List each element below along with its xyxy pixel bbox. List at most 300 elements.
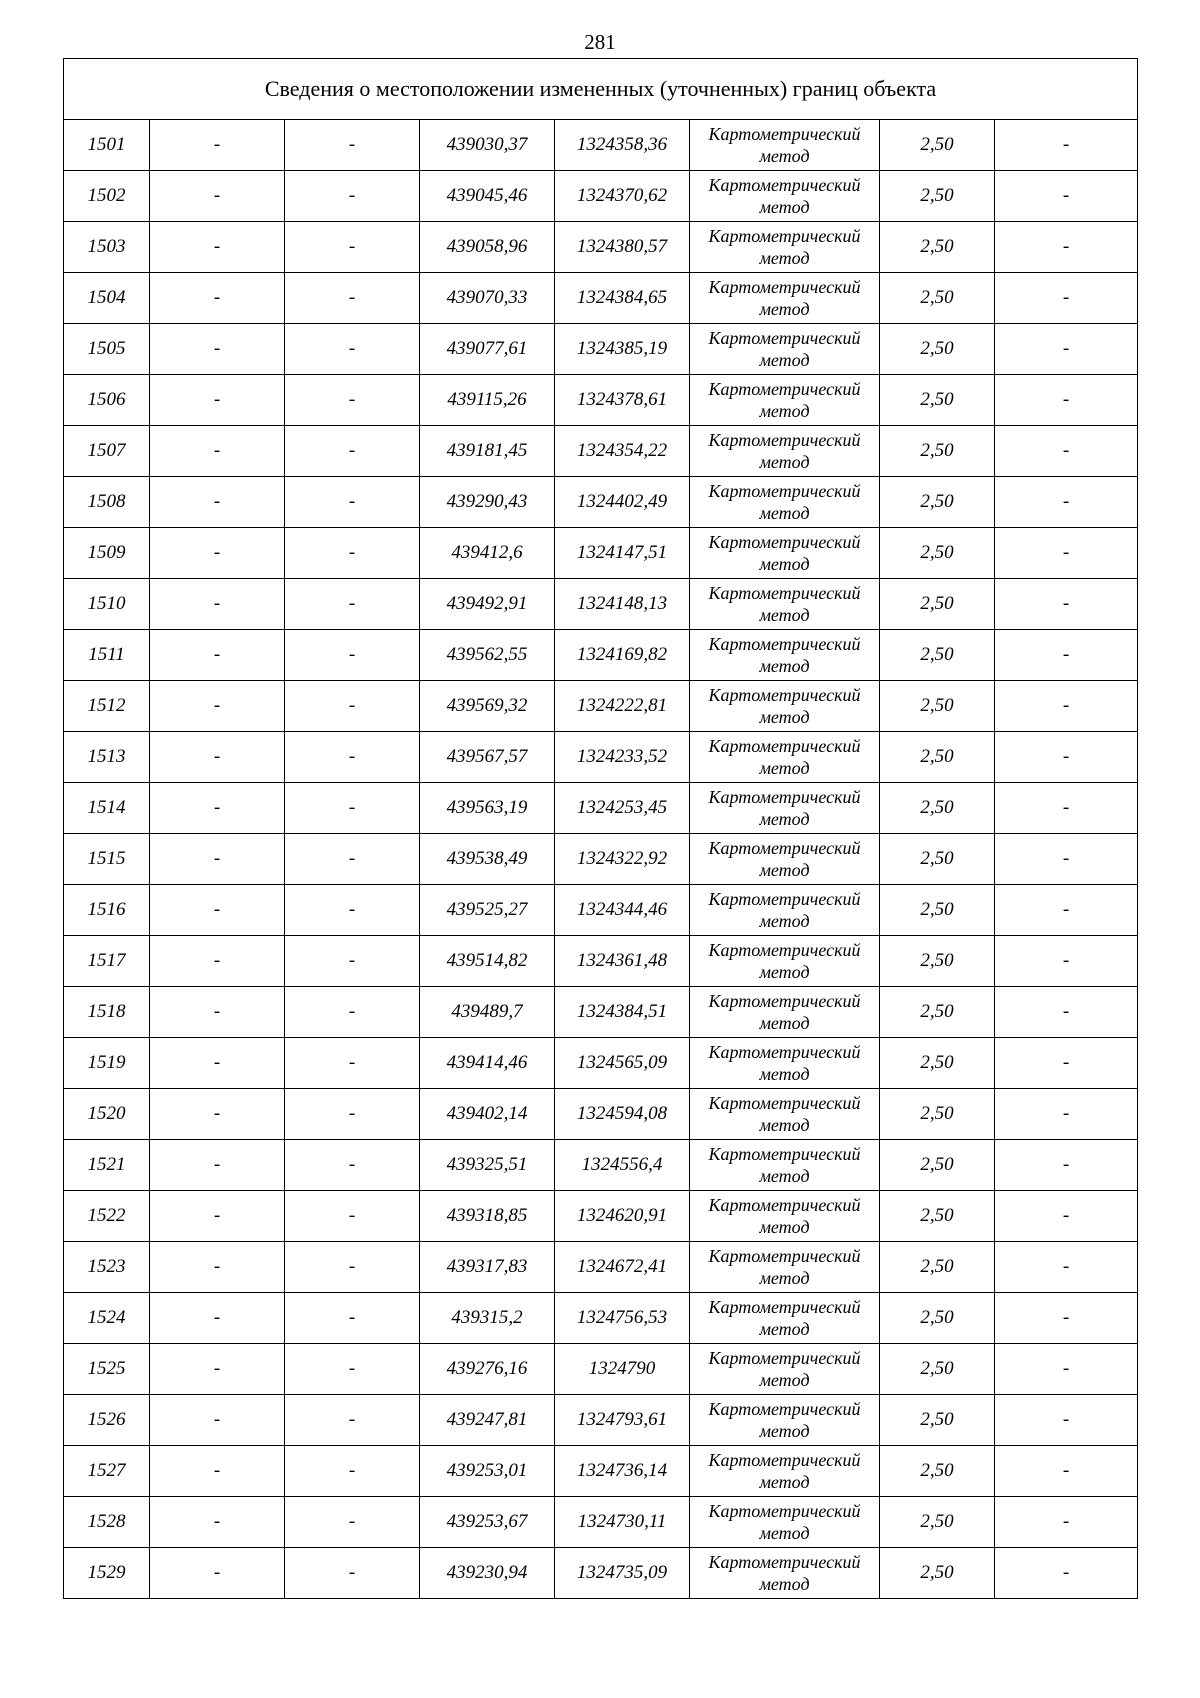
method-cell [690,1191,880,1242]
note-cell: - [995,1548,1138,1599]
x-coordinate-cell: 439489,7 [420,987,555,1038]
note-cell: - [995,1344,1138,1395]
method-cell [690,1446,880,1497]
x-coordinate-cell: 439290,43 [420,477,555,528]
method-cell [690,1038,880,1089]
old-x-cell: - [150,120,285,171]
precision-cell: 2,50 [880,885,995,936]
method-line-1: Картометрический [708,1042,861,1062]
x-coordinate-cell: 439070,33 [420,273,555,324]
method-cell [690,732,880,783]
method-line-1: Картометрический [708,991,861,1011]
method-line-2: метод [759,1013,810,1033]
point-number-cell: 1521 [64,1140,150,1191]
old-x-cell: - [150,273,285,324]
y-coordinate-cell: 1324169,82 [555,630,690,681]
note-cell: - [995,324,1138,375]
table-row [64,171,1138,222]
point-number-cell: 1528 [64,1497,150,1548]
table-row [64,273,1138,324]
old-x-cell: - [150,885,285,936]
precision-cell: 2,50 [880,324,995,375]
method-line-1: Картометрический [708,1501,861,1521]
point-number-cell: 1510 [64,579,150,630]
method-line-1: Картометрический [708,277,861,297]
precision-cell: 2,50 [880,1089,995,1140]
table-row [64,732,1138,783]
old-y-cell: - [285,1497,420,1548]
x-coordinate-cell: 439077,61 [420,324,555,375]
x-coordinate-cell: 439325,51 [420,1140,555,1191]
precision-cell: 2,50 [880,579,995,630]
method-line-2: метод [759,911,810,931]
precision-cell: 2,50 [880,1242,995,1293]
note-cell: - [995,1089,1138,1140]
point-number-cell: 1515 [64,834,150,885]
method-line-2: метод [759,707,810,727]
old-y-cell: - [285,630,420,681]
old-y-cell: - [285,1548,420,1599]
method-line-2: метод [759,1523,810,1543]
precision-cell: 2,50 [880,1191,995,1242]
x-coordinate-cell: 439253,01 [420,1446,555,1497]
method-line-1: Картометрический [708,481,861,501]
method-line-2: метод [759,197,810,217]
method-cell [690,477,880,528]
y-coordinate-cell: 1324147,51 [555,528,690,579]
method-cell [690,171,880,222]
method-cell [690,222,880,273]
y-coordinate-cell: 1324672,41 [555,1242,690,1293]
table-row [64,630,1138,681]
precision-cell: 2,50 [880,1140,995,1191]
method-cell [690,1344,880,1395]
method-line-2: метод [759,860,810,880]
precision-cell: 2,50 [880,1548,995,1599]
method-line-2: метод [759,1166,810,1186]
method-line-1: Картометрический [708,1399,861,1419]
old-x-cell: - [150,936,285,987]
method-line-2: метод [759,503,810,523]
method-line-1: Картометрический [708,1552,861,1572]
x-coordinate-cell: 439514,82 [420,936,555,987]
precision-cell: 2,50 [880,1344,995,1395]
table-row [64,681,1138,732]
note-cell: - [995,681,1138,732]
old-x-cell: - [150,1497,285,1548]
table-row [64,324,1138,375]
method-cell [690,936,880,987]
method-line-2: метод [759,962,810,982]
point-number-cell: 1502 [64,171,150,222]
method-cell [690,1089,880,1140]
table-row [64,885,1138,936]
old-x-cell: - [150,1293,285,1344]
precision-cell: 2,50 [880,630,995,681]
x-coordinate-cell: 439414,46 [420,1038,555,1089]
table-row [64,375,1138,426]
method-line-1: Картометрический [708,787,861,807]
old-x-cell: - [150,579,285,630]
method-line-2: метод [759,1472,810,1492]
old-y-cell: - [285,1089,420,1140]
old-x-cell: - [150,834,285,885]
precision-cell: 2,50 [880,987,995,1038]
note-cell: - [995,171,1138,222]
precision-cell: 2,50 [880,120,995,171]
method-line-1: Картометрический [708,634,861,654]
method-line-1: Картометрический [708,685,861,705]
method-line-2: метод [759,299,810,319]
method-line-2: метод [759,554,810,574]
method-cell [690,579,880,630]
x-coordinate-cell: 439230,94 [420,1548,555,1599]
table-row [64,834,1138,885]
old-x-cell: - [150,324,285,375]
old-x-cell: - [150,1242,285,1293]
note-cell: - [995,732,1138,783]
table-row [64,1191,1138,1242]
note-cell: - [995,834,1138,885]
old-x-cell: - [150,1344,285,1395]
x-coordinate-cell: 439492,91 [420,579,555,630]
old-x-cell: - [150,681,285,732]
precision-cell: 2,50 [880,732,995,783]
page-number: 281 [584,30,616,54]
method-line-2: метод [759,1064,810,1084]
note-cell: - [995,1395,1138,1446]
table-row [64,936,1138,987]
old-x-cell: - [150,732,285,783]
method-line-1: Картометрический [708,532,861,552]
table-row [64,1446,1138,1497]
method-line-1: Картометрический [708,1297,861,1317]
old-y-cell: - [285,1242,420,1293]
x-coordinate-cell: 439253,67 [420,1497,555,1548]
x-coordinate-cell: 439315,2 [420,1293,555,1344]
precision-cell: 2,50 [880,528,995,579]
note-cell: - [995,1293,1138,1344]
point-number-cell: 1529 [64,1548,150,1599]
y-coordinate-cell: 1324730,11 [555,1497,690,1548]
x-coordinate-cell: 439276,16 [420,1344,555,1395]
table-row [64,1293,1138,1344]
x-coordinate-cell: 439181,45 [420,426,555,477]
old-y-cell: - [285,783,420,834]
method-line-1: Картометрический [708,736,861,756]
y-coordinate-cell: 1324378,61 [555,375,690,426]
method-line-1: Картометрический [708,838,861,858]
old-x-cell: - [150,1395,285,1446]
note-cell: - [995,1191,1138,1242]
table-row [64,1038,1138,1089]
point-number-cell: 1507 [64,426,150,477]
note-cell: - [995,783,1138,834]
method-cell [690,1395,880,1446]
old-y-cell: - [285,1344,420,1395]
point-number-cell: 1518 [64,987,150,1038]
point-number-cell: 1520 [64,1089,150,1140]
y-coordinate-cell: 1324790 [555,1344,690,1395]
old-y-cell: - [285,936,420,987]
note-cell: - [995,1140,1138,1191]
y-coordinate-cell: 1324361,48 [555,936,690,987]
old-y-cell: - [285,885,420,936]
note-cell: - [995,987,1138,1038]
y-coordinate-cell: 1324380,57 [555,222,690,273]
old-y-cell: - [285,171,420,222]
old-y-cell: - [285,120,420,171]
x-coordinate-cell: 439045,46 [420,171,555,222]
old-y-cell: - [285,834,420,885]
x-coordinate-cell: 439318,85 [420,1191,555,1242]
point-number-cell: 1511 [64,630,150,681]
point-number-cell: 1512 [64,681,150,732]
note-cell: - [995,273,1138,324]
method-cell [690,885,880,936]
note-cell: - [995,1242,1138,1293]
y-coordinate-cell: 1324358,36 [555,120,690,171]
old-x-cell: - [150,630,285,681]
precision-cell: 2,50 [880,936,995,987]
note-cell: - [995,1497,1138,1548]
method-line-1: Картометрический [708,175,861,195]
precision-cell: 2,50 [880,426,995,477]
x-coordinate-cell: 439412,6 [420,528,555,579]
note-cell: - [995,630,1138,681]
method-line-2: метод [759,605,810,625]
method-line-1: Картометрический [708,583,861,603]
table-row [64,1344,1138,1395]
y-coordinate-cell: 1324756,53 [555,1293,690,1344]
x-coordinate-cell: 439115,26 [420,375,555,426]
method-line-1: Картометрический [708,1450,861,1470]
method-line-2: метод [759,809,810,829]
old-x-cell: - [150,375,285,426]
y-coordinate-cell: 1324402,49 [555,477,690,528]
old-y-cell: - [285,426,420,477]
old-y-cell: - [285,375,420,426]
method-line-2: метод [759,1370,810,1390]
method-cell [690,1140,880,1191]
method-line-1: Картометрический [708,124,861,144]
old-y-cell: - [285,732,420,783]
table-title-row [64,59,1138,120]
x-coordinate-cell: 439317,83 [420,1242,555,1293]
point-number-cell: 1524 [64,1293,150,1344]
method-line-1: Картометрический [708,1348,861,1368]
point-number-cell: 1503 [64,222,150,273]
note-cell: - [995,936,1138,987]
point-number-cell: 1513 [64,732,150,783]
old-x-cell: - [150,426,285,477]
y-coordinate-cell: 1324233,52 [555,732,690,783]
y-coordinate-cell: 1324322,92 [555,834,690,885]
point-number-cell: 1522 [64,1191,150,1242]
method-cell [690,528,880,579]
point-number-cell: 1519 [64,1038,150,1089]
method-cell [690,987,880,1038]
precision-cell: 2,50 [880,681,995,732]
point-number-cell: 1508 [64,477,150,528]
method-line-1: Картометрический [708,940,861,960]
note-cell: - [995,477,1138,528]
old-x-cell: - [150,1038,285,1089]
precision-cell: 2,50 [880,171,995,222]
y-coordinate-cell: 1324354,22 [555,426,690,477]
point-number-cell: 1523 [64,1242,150,1293]
point-number-cell: 1504 [64,273,150,324]
method-line-2: метод [759,452,810,472]
x-coordinate-cell: 439563,19 [420,783,555,834]
method-line-2: метод [759,146,810,166]
precision-cell: 2,50 [880,222,995,273]
x-coordinate-cell: 439569,32 [420,681,555,732]
point-number-cell: 1525 [64,1344,150,1395]
old-y-cell: - [285,1395,420,1446]
method-cell [690,1497,880,1548]
y-coordinate-cell: 1324735,09 [555,1548,690,1599]
old-y-cell: - [285,1140,420,1191]
old-x-cell: - [150,783,285,834]
method-cell [690,273,880,324]
table-row [64,1140,1138,1191]
x-coordinate-cell: 439538,49 [420,834,555,885]
note-cell: - [995,222,1138,273]
old-y-cell: - [285,681,420,732]
y-coordinate-cell: 1324148,13 [555,579,690,630]
method-line-1: Картометрический [708,889,861,909]
old-y-cell: - [285,1038,420,1089]
old-y-cell: - [285,987,420,1038]
old-x-cell: - [150,477,285,528]
y-coordinate-cell: 1324385,19 [555,324,690,375]
y-coordinate-cell: 1324620,91 [555,1191,690,1242]
note-cell: - [995,579,1138,630]
old-x-cell: - [150,528,285,579]
point-number-cell: 1509 [64,528,150,579]
method-line-2: метод [759,248,810,268]
table-row [64,1242,1138,1293]
table-row [64,987,1138,1038]
table-row [64,426,1138,477]
table-row [64,579,1138,630]
method-line-2: метод [759,1319,810,1339]
y-coordinate-cell: 1324556,4 [555,1140,690,1191]
y-coordinate-cell: 1324344,46 [555,885,690,936]
method-cell [690,324,880,375]
old-x-cell: - [150,1446,285,1497]
method-cell [690,1293,880,1344]
method-line-1: Картометрический [708,1144,861,1164]
note-cell: - [995,375,1138,426]
precision-cell: 2,50 [880,477,995,528]
method-cell [690,120,880,171]
method-line-1: Картометрический [708,226,861,246]
note-cell: - [995,1446,1138,1497]
method-cell [690,1548,880,1599]
table-row [64,528,1138,579]
method-line-2: метод [759,1421,810,1441]
method-line-1: Картометрический [708,1195,861,1215]
method-cell [690,375,880,426]
table-row [64,1395,1138,1446]
y-coordinate-cell: 1324793,61 [555,1395,690,1446]
note-cell: - [995,1038,1138,1089]
method-line-2: метод [759,350,810,370]
y-coordinate-cell: 1324370,62 [555,171,690,222]
y-coordinate-cell: 1324222,81 [555,681,690,732]
method-line-2: метод [759,758,810,778]
table-row [64,477,1138,528]
y-coordinate-cell: 1324253,45 [555,783,690,834]
precision-cell: 2,50 [880,1497,995,1548]
method-line-2: метод [759,1115,810,1135]
x-coordinate-cell: 439402,14 [420,1089,555,1140]
method-line-1: Картометрический [708,1246,861,1266]
old-y-cell: - [285,1191,420,1242]
old-y-cell: - [285,528,420,579]
precision-cell: 2,50 [880,1395,995,1446]
old-x-cell: - [150,1089,285,1140]
boundary-coordinates-table [63,58,1138,1599]
x-coordinate-cell: 439567,57 [420,732,555,783]
note-cell: - [995,528,1138,579]
old-x-cell: - [150,171,285,222]
method-line-2: метод [759,401,810,421]
table-row [64,1548,1138,1599]
precision-cell: 2,50 [880,273,995,324]
note-cell: - [995,885,1138,936]
method-line-1: Картометрический [708,1093,861,1113]
point-number-cell: 1505 [64,324,150,375]
x-coordinate-cell: 439058,96 [420,222,555,273]
method-cell [690,426,880,477]
method-line-1: Картометрический [708,430,861,450]
point-number-cell: 1527 [64,1446,150,1497]
x-coordinate-cell: 439525,27 [420,885,555,936]
old-y-cell: - [285,579,420,630]
y-coordinate-cell: 1324384,51 [555,987,690,1038]
note-cell: - [995,120,1138,171]
old-x-cell: - [150,1548,285,1599]
method-cell [690,834,880,885]
old-y-cell: - [285,477,420,528]
table-row [64,783,1138,834]
note-cell: - [995,426,1138,477]
method-line-1: Картометрический [708,328,861,348]
old-y-cell: - [285,1293,420,1344]
table-row [64,1497,1138,1548]
precision-cell: 2,50 [880,834,995,885]
precision-cell: 2,50 [880,783,995,834]
method-line-2: метод [759,1574,810,1594]
old-y-cell: - [285,222,420,273]
point-number-cell: 1501 [64,120,150,171]
old-x-cell: - [150,1191,285,1242]
method-line-1: Картометрический [708,379,861,399]
table-row [64,222,1138,273]
y-coordinate-cell: 1324736,14 [555,1446,690,1497]
point-number-cell: 1516 [64,885,150,936]
method-cell [690,681,880,732]
old-x-cell: - [150,1140,285,1191]
table-title: Сведения о местоположении измененных (уточненных) границ объекта [64,59,1138,120]
x-coordinate-cell: 439247,81 [420,1395,555,1446]
point-number-cell: 1514 [64,783,150,834]
method-cell [690,783,880,834]
precision-cell: 2,50 [880,375,995,426]
